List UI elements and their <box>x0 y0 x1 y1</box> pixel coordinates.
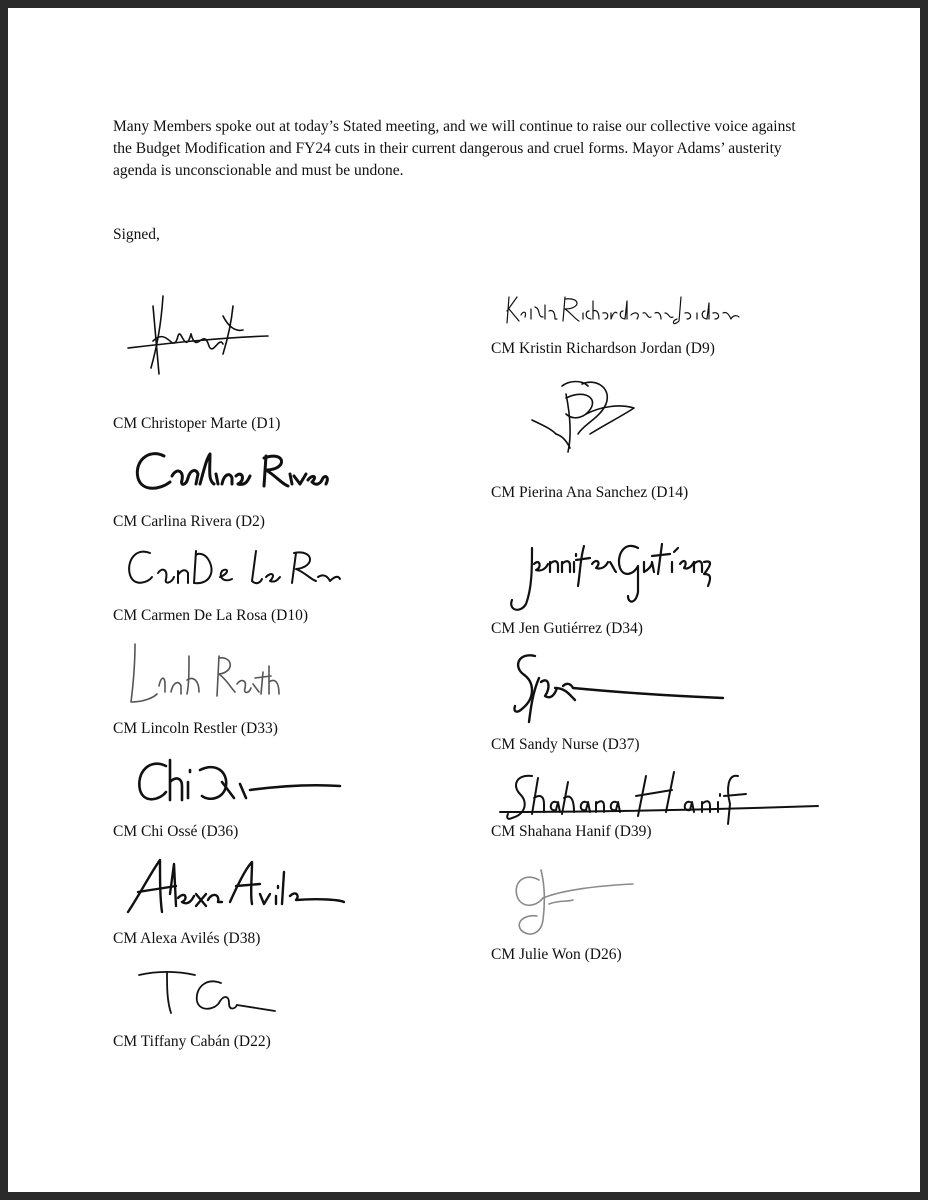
signature-lincoln-restler <box>123 636 298 714</box>
signatory-name-lincoln-restler: CM Lincoln Restler (D33) <box>113 720 278 737</box>
signatory-name-pierina-ana-sanchez: CM Pierina Ana Sanchez (D14) <box>491 484 689 501</box>
signature-pierina-ana-sanchez <box>526 374 638 464</box>
signature-jen-gutierrez <box>498 534 718 616</box>
signatory-name-kristin-richardson-jordan: CM Kristin Richardson Jordan (D9) <box>491 340 715 357</box>
signatory-name-shahana-hanif: CM Shahana Hanif (D39) <box>491 823 652 840</box>
signature-christoper-marte <box>123 286 273 386</box>
signatory-name-chi-osse: CM Chi Ossé (D36) <box>113 823 239 840</box>
signatory-name-sandy-nurse: CM Sandy Nurse (D37) <box>491 736 640 753</box>
signature-tiffany-caban <box>133 965 278 1021</box>
signature-carlina-rivera <box>126 440 336 506</box>
signatory-name-carmen-de-la-rosa: CM Carmen De La Rosa (D10) <box>113 607 308 624</box>
signed-label: Signed, <box>113 226 160 243</box>
signature-alexa-aviles <box>120 854 345 924</box>
signatory-name-jen-gutierrez: CM Jen Gutiérrez (D34) <box>491 620 643 637</box>
signatory-name-julie-won: CM Julie Won (D26) <box>491 946 622 963</box>
signatory-name-christoper-marte: CM Christoper Marte (D1) <box>113 415 281 432</box>
signature-chi-osse <box>130 752 345 814</box>
signature-kristin-richardson-jordan <box>501 291 741 331</box>
signature-sandy-nurse <box>505 648 727 728</box>
signature-carmen-de-la-rosa <box>120 541 345 597</box>
signatory-name-carlina-rivera: CM Carlina Rivera (D2) <box>113 513 265 530</box>
document-page <box>8 8 920 1192</box>
signatory-name-tiffany-caban: CM Tiffany Cabán (D22) <box>113 1033 271 1050</box>
signatory-name-alexa-aviles: CM Alexa Avilés (D38) <box>113 930 261 947</box>
signature-julie-won <box>503 864 648 944</box>
signature-shahana-hanif <box>498 768 828 830</box>
intro-paragraph: Many Members spoke out at today’s Stated meeting, and we will continue to raise our collective voice against the Budget Modification and FY24 cuts in their current dangerous and cruel forms. Mayor Adams’ austerity agenda is unconscionable and must be undone. <box>113 118 796 179</box>
